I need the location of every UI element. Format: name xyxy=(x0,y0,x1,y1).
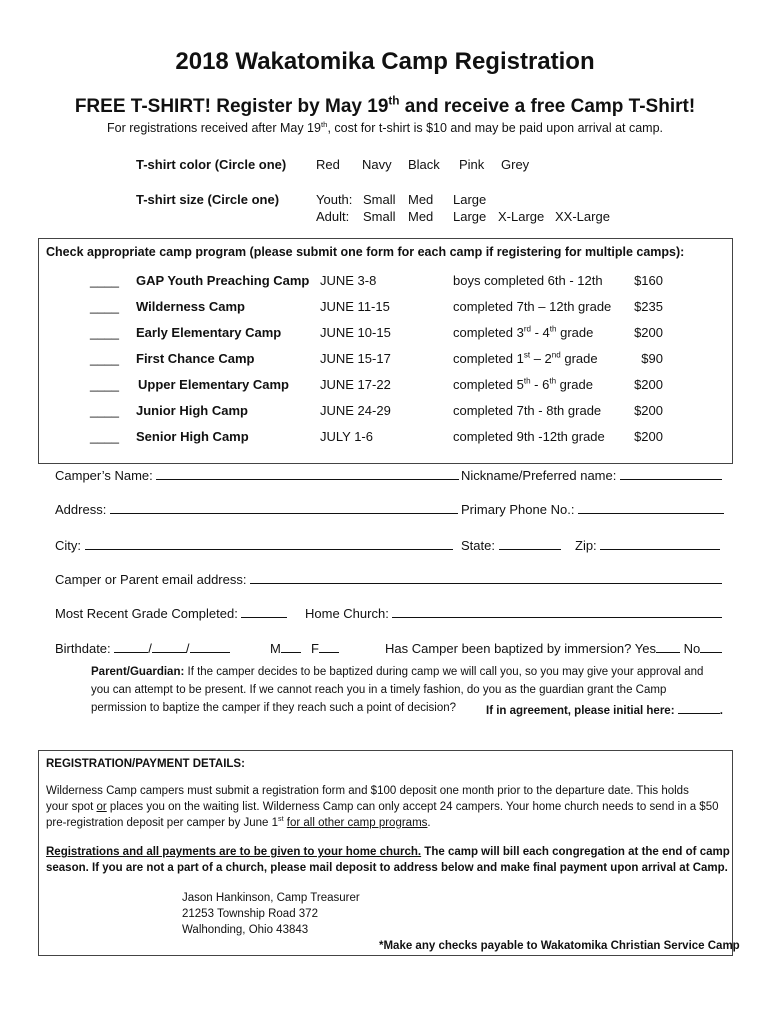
camp-price: $235 xyxy=(634,299,663,314)
phone-field[interactable] xyxy=(578,501,724,514)
checks-payable-note: *Make any checks payable to Wakatomika Christian Service Camp xyxy=(379,940,740,952)
payment-p1-line2: your spot or places you on the waiting list. Wilderness Camp can only accept 24 campers. Your home church needs to send in a $50 xyxy=(46,801,719,813)
camp-name: Early Elementary Camp xyxy=(136,325,282,340)
promo-text-a: FREE T-SHIRT! Register by May 19 xyxy=(74,96,389,117)
camp-name: Wilderness Camp xyxy=(136,299,245,314)
camp-price: $90 xyxy=(641,351,663,366)
guardian-line-1: Parent/Guardian: If the camper decides to be baptized during camp we will call you, so you may give your approval and xyxy=(91,666,704,678)
mail-address-name: Jason Hankinson, Camp Treasurer xyxy=(182,892,360,904)
camp-checkbox-blank[interactable]: ____ xyxy=(90,351,119,366)
camp-checkbox-blank[interactable]: ____ xyxy=(90,377,119,392)
camp-dates: JUNE 3-8 xyxy=(320,273,377,288)
state-field[interactable] xyxy=(499,537,561,550)
camp-dates: JUNE 17-22 xyxy=(320,377,391,392)
sex-f-row xyxy=(311,640,339,656)
address-row xyxy=(55,501,458,517)
email-field[interactable] xyxy=(250,571,722,584)
camp-name: Upper Elementary Camp xyxy=(138,377,289,392)
nickname-row xyxy=(461,467,722,483)
sex-m-row xyxy=(270,640,301,656)
payment-p1-line1: Wilderness Camp campers must submit a registration form and $100 deposit one month prior to the departure date. This holds xyxy=(46,785,689,797)
camp-grades: boys completed 6th - 12th xyxy=(453,273,603,288)
camp-price: $200 xyxy=(634,429,663,444)
camp-name: Junior High Camp xyxy=(136,403,248,418)
address-label: Address: xyxy=(55,502,107,517)
birth-year-field[interactable] xyxy=(190,640,230,653)
tshirt-promo xyxy=(0,96,770,118)
camp-price: $200 xyxy=(634,403,663,418)
camp-grades: completed 3rd - 4th grade xyxy=(453,324,594,340)
initial-label: If in agreement, please initial here: xyxy=(486,705,675,717)
guardian-initial-row: If in agreement, please initial here: . xyxy=(486,702,723,717)
phone-row xyxy=(461,501,724,517)
church-row xyxy=(305,605,722,621)
camp-price: $200 xyxy=(634,377,663,392)
payment-heading: REGISTRATION/PAYMENT DETAILS: xyxy=(46,758,245,770)
youth-label: Youth: xyxy=(316,192,353,207)
mail-address-city: Walhonding, Ohio 43843 xyxy=(182,924,309,936)
camp-name: First Chance Camp xyxy=(136,351,255,366)
promo-text-b: and receive a free Camp T-Shirt! xyxy=(399,96,696,117)
initial-field[interactable] xyxy=(678,702,720,714)
zip-field[interactable] xyxy=(600,537,720,550)
grade-label: Most Recent Grade Completed: xyxy=(55,606,238,621)
birthdate-row: Birthdate: / / xyxy=(55,640,230,656)
camp-checkbox-blank[interactable]: ____ xyxy=(90,273,119,288)
payment-p1-line3: pre-registration deposit per camper by June 1st for all other camp programs. xyxy=(46,815,431,829)
camp-checkbox-blank[interactable]: ____ xyxy=(90,299,119,314)
m-field[interactable] xyxy=(281,640,301,653)
camper-name-field[interactable] xyxy=(156,467,459,480)
payment-p2-line2: season. If you are not a part of a church, please mail deposit to address below and make final payment upon arrival at Camp. xyxy=(46,862,728,874)
birthdate-label: Birthdate: xyxy=(55,641,111,656)
f-label: F xyxy=(311,641,319,656)
mail-address-street: 21253 Township Road 372 xyxy=(182,908,318,920)
camp-name: Senior High Camp xyxy=(136,429,249,444)
grade-field[interactable] xyxy=(241,605,287,618)
zip-row xyxy=(575,537,720,553)
camp-dates: JUNE 15-17 xyxy=(320,351,391,366)
color-option-pink[interactable]: Pink xyxy=(459,157,485,172)
camp-price: $200 xyxy=(634,325,663,340)
color-option-grey[interactable]: Grey xyxy=(501,157,530,172)
tshirt-color-label: T-shirt color (Circle one) xyxy=(136,157,287,172)
page-title: 2018 Wakatomika Camp Registration xyxy=(175,48,595,75)
camp-grades: completed 5th - 6th grade xyxy=(453,376,593,392)
camp-grades: completed 9th -12th grade xyxy=(453,429,605,444)
size-youth-large[interactable]: Large xyxy=(453,192,487,207)
guardian-bold-label: Parent/Guardian: xyxy=(91,666,185,678)
color-option-red[interactable]: Red xyxy=(316,157,340,172)
email-row xyxy=(55,571,722,587)
camp-dates: JUNE 11-15 xyxy=(320,299,390,314)
size-youth-med[interactable]: Med xyxy=(408,192,434,207)
color-option-navy[interactable]: Navy xyxy=(362,157,392,172)
camper-name-row xyxy=(55,467,459,483)
email-label: Camper or Parent email address: xyxy=(55,572,247,587)
color-option-black[interactable]: Black xyxy=(408,157,440,172)
baptized-row xyxy=(385,640,722,656)
camper-name-label: Camper’s Name: xyxy=(55,468,153,483)
size-youth-small[interactable]: Small xyxy=(363,192,396,207)
birth-month-field[interactable] xyxy=(114,640,148,653)
tshirt-size-label: T-shirt size (Circle one) xyxy=(136,192,280,207)
baptized-no-field[interactable] xyxy=(700,640,722,653)
baptized-label: Has Camper been baptized by immersion? xyxy=(385,641,632,656)
payment-p2-line1: Registrations and all payments are to be given to your home church. The camp will bill each congregation at the end of camp xyxy=(46,846,730,858)
promo-sup: th xyxy=(388,94,400,108)
guardian-line-3: permission to baptize the camper if they reach such a point of decision? xyxy=(91,702,457,714)
sub-sup: th xyxy=(320,119,328,129)
tshirt-cost-note xyxy=(0,121,770,135)
camp-dates: JUNE 24-29 xyxy=(320,403,391,418)
sub-text-b: , cost for t-shirt is $10 and may be paid upon arrival at camp. xyxy=(327,121,664,135)
camp-grades: completed 7th - 8th grade xyxy=(453,403,602,418)
city-row xyxy=(55,537,453,553)
camp-program-heading: Check appropriate camp program (please submit one form for each camp if registering for multiple camps): xyxy=(46,245,685,259)
camp-price: $160 xyxy=(634,273,663,288)
camp-checkbox-blank[interactable]: ____ xyxy=(90,403,119,418)
size-adult-med[interactable]: Med xyxy=(408,209,434,224)
phone-label: Primary Phone No.: xyxy=(461,502,575,517)
sub-text-a: For registrations received after May 19 xyxy=(106,121,321,135)
guardian-line-2: you can attempt to be present. If we cannot reach you in a timely fashion, do you as the guardian grant the Camp xyxy=(91,684,667,696)
nickname-field[interactable] xyxy=(620,467,722,480)
state-label: State: xyxy=(461,538,495,553)
size-adult-xlarge[interactable]: X-Large xyxy=(498,209,545,224)
adult-label: Adult: xyxy=(316,209,350,224)
size-adult-large[interactable]: Large xyxy=(453,209,487,224)
city-field[interactable] xyxy=(85,537,453,550)
baptized-yes-field[interactable] xyxy=(656,640,680,653)
no-label: No xyxy=(683,641,701,656)
address-field[interactable] xyxy=(110,501,458,514)
f-field[interactable] xyxy=(319,640,339,653)
camp-name: GAP Youth Preaching Camp xyxy=(136,273,310,288)
state-row xyxy=(461,537,561,553)
camp-checkbox-blank[interactable]: ____ xyxy=(90,325,119,340)
camp-grades: completed 7th – 12th grade xyxy=(453,299,612,314)
nickname-label: Nickname/Preferred name: xyxy=(461,468,617,483)
city-label: City: xyxy=(55,538,81,553)
camp-grades: completed 1st – 2nd grade xyxy=(453,350,598,366)
camp-checkbox-blank[interactable]: ____ xyxy=(90,429,119,444)
birth-day-field[interactable] xyxy=(152,640,186,653)
size-adult-small[interactable]: Small xyxy=(363,209,396,224)
yes-label: Yes xyxy=(634,641,657,656)
camp-dates: JUNE 10-15 xyxy=(320,325,391,340)
zip-label: Zip: xyxy=(575,538,597,553)
church-label: Home Church: xyxy=(305,606,389,621)
church-field[interactable] xyxy=(392,605,722,618)
m-label: M xyxy=(270,641,281,656)
grade-row xyxy=(55,605,287,621)
camp-dates: JULY 1-6 xyxy=(320,429,373,444)
size-adult-xxlarge[interactable]: XX-Large xyxy=(555,209,610,224)
